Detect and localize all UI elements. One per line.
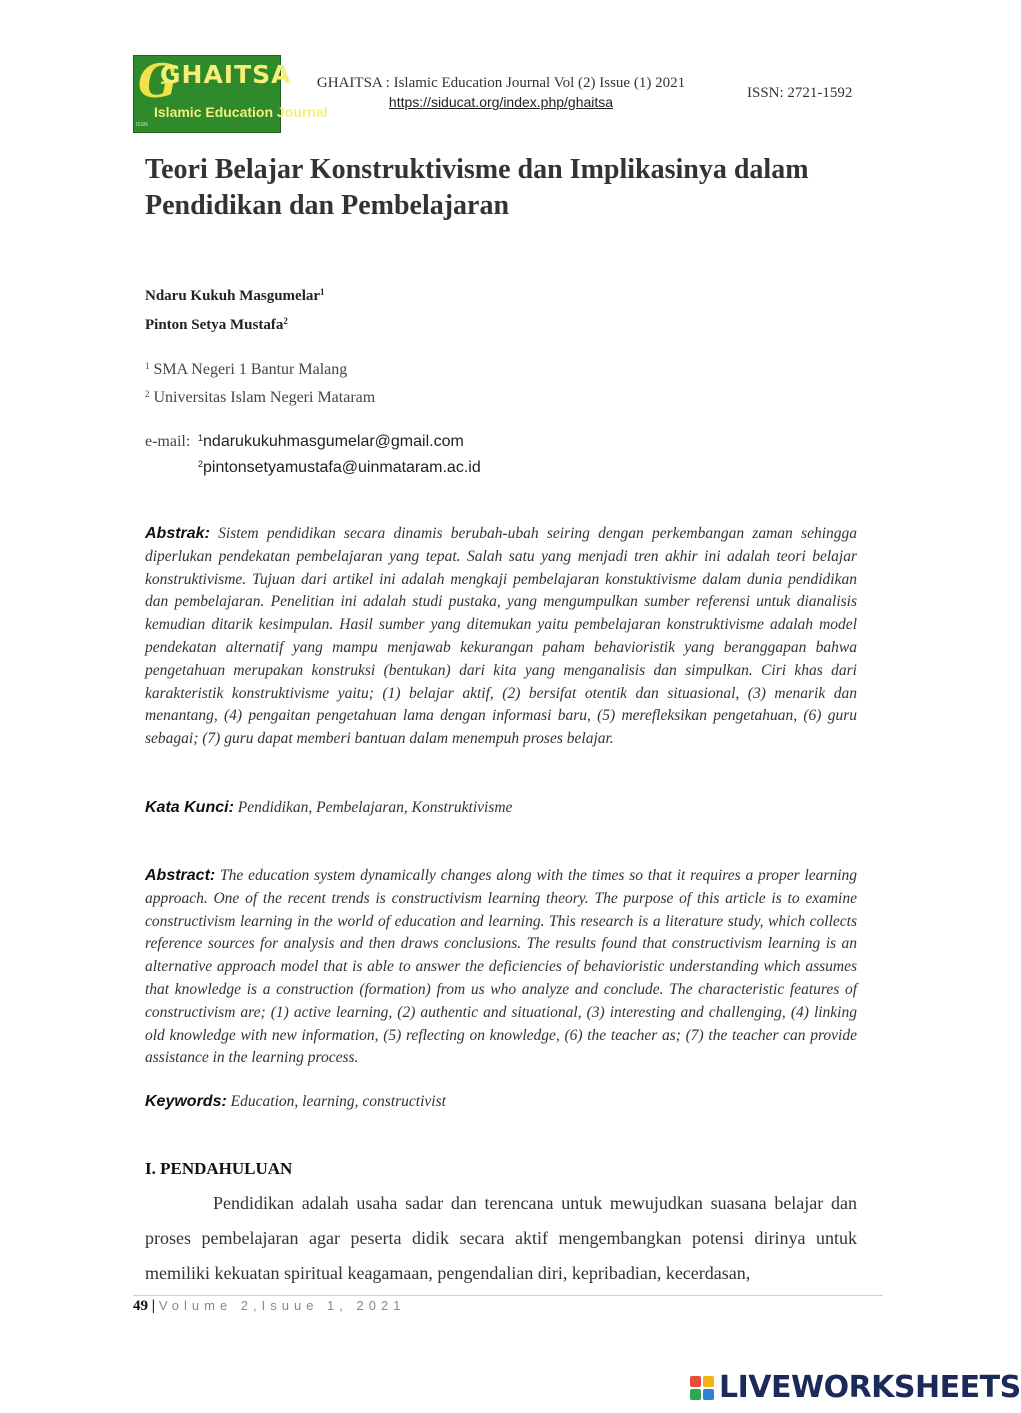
logo-square-icon [690,1389,701,1400]
abstrak-label: Abstrak: [145,525,210,542]
journal-line: GHAITSA : Islamic Education Journal Vol (2) Issue (1) 2021 [316,75,686,91]
page-number: 49 [133,1298,148,1314]
liveworksheets-watermark [690,1372,1021,1404]
affiliation-list [145,354,375,410]
logo-subtitle: Islamic Education Journal [154,104,328,120]
paper-title: Teori Belajar Konstruktivisme dan Implikasinya dalam Pendidikan dan Pembelajaran [145,154,809,221]
issn: ISSN: 2721-1592 [747,85,853,101]
abstrak-text: Sistem pendidikan secara dinamis berubah-ubah seiring dengan perkembangan zaman sehingga diperlukan pendekatan pembelajaran yang tepat. Salah satu yang menjadi tren akhir ini adalah teori belajar konstruktivisme. Tujuan dari artikel ini adalah mengkaji pembelajaran konstuktivisme dalam dunia pendidikan dan pembelajaran. Penelitian ini adalah studi pustaka, yang mengumpulkan sumber referensi untuk dianalisis kemudian ditarik kesimpulan. Hasil sumber yang ditemukan yaitu pembelajaran konstruktivisme adalah model pendekatan alternatif yang mampu menjawab kekurangan paham behavioristik yang beranggapan bahwa pengetahuan merupakan konstruksi (bentukan) dari kita yang menganalisis dan simpulkan. Ciri khas dari karakteristik konstruktivisme yaitu; (1) belajar aktif, (2) bersifat otentik dan situasional, (3) menarik dan menantang, (4) pengaitan pengetahuan lama dengan informasi baru, (5) merefleksikan pengetahuan, (6) guru sebagai; (7) guru dapat memberi bantuan dalam menempuh proses belajar. [145,525,857,748]
section-heading: I. PENDAHULUAN [145,1159,293,1178]
keywords-label: Keywords: [145,1093,227,1110]
journal-info [296,74,706,113]
footer-volume: Volume 2,Isuue 1, 2021 [158,1298,406,1313]
kata-kunci [145,799,512,817]
author-list [145,280,325,338]
email-1: $^1$ndarukukuhmasgumelar@gmail.com [198,433,464,450]
logo-square-icon [703,1389,714,1400]
abstract-en-text: The education system dynamically changes along with the times so that it requires a proper learning approach. One of the recent trends is constructivism learning theory. The purpose of this article is to examine constructivism learning in the world of education and learning. This research is a literature study, which collects reference sources for analysis and then draws conclusions. The results found that constructivism learning is an alternative approach model that is able to answer the deficiencies of behavioristic understanding which assumes that knowledge is a construction (formation) from us who analyze and conclude. The characteristic features of constructivism are; (1) active learning, (2) authentic and situational, (3) interesting and challenging, (4) linking old knowledge with new information, (5) reflecting on knowledge, (6) the teacher as; (7) the teacher can provide assistance in the learning process. [145,867,858,1067]
liveworksheets-logo-icon [690,1376,714,1400]
author-2: Pinton Setya Mustafa$^2$ [145,316,288,333]
journal-url-link[interactable]: https://siducat.org/index.php/ghaitsa [388,94,614,110]
watermark-text: LIVEWORKSHEETS [719,1370,1021,1405]
abstract-en-label: Abstract: [145,867,216,884]
logo-small-text: ISSN [136,122,148,128]
body-paragraph: Pendidikan adalah usaha sadar dan terencana untuk mewujudkan suasana belajar dan proses pembelajaran agar peserta didik secara aktif mengembangkan potensi dirinya untuk memiliki kekuatan spiritual keagamaan, pengendalian diri, kepribadian, kecerdasan, [145,1193,857,1283]
logo-square-icon [690,1376,701,1387]
author-1: Ndaru Kukuh Masgumelar$^1$ [145,287,325,304]
email-2: $^2$pintonsetyamustafa@uinmataram.ac.id [198,459,481,476]
email-label: e-mail: [145,433,191,450]
keywords [145,1093,446,1111]
affiliation-2: $^2$ Universitas Islam Negeri Mataram [145,389,376,406]
kata-kunci-label: Kata Kunci: [145,799,234,816]
affiliation-1: $^1$ SMA Negeri 1 Bantur Malang [145,361,348,378]
keywords-text: Education, learning, constructivist [230,1093,446,1110]
kata-kunci-text: Pendidikan, Pembelajaran, Konstruktivisme [237,799,513,816]
footer-separator: | [151,1298,156,1314]
logo-square-icon [703,1376,714,1387]
footer-divider [133,1295,883,1296]
journal-logo: G GHAITSA Islamic Education Journal ISSN [133,55,281,133]
page-footer [133,1298,405,1315]
logo-text: GHAITSA [160,60,292,89]
abstract-en-block [145,865,857,1070]
abstrak-block [145,523,857,751]
